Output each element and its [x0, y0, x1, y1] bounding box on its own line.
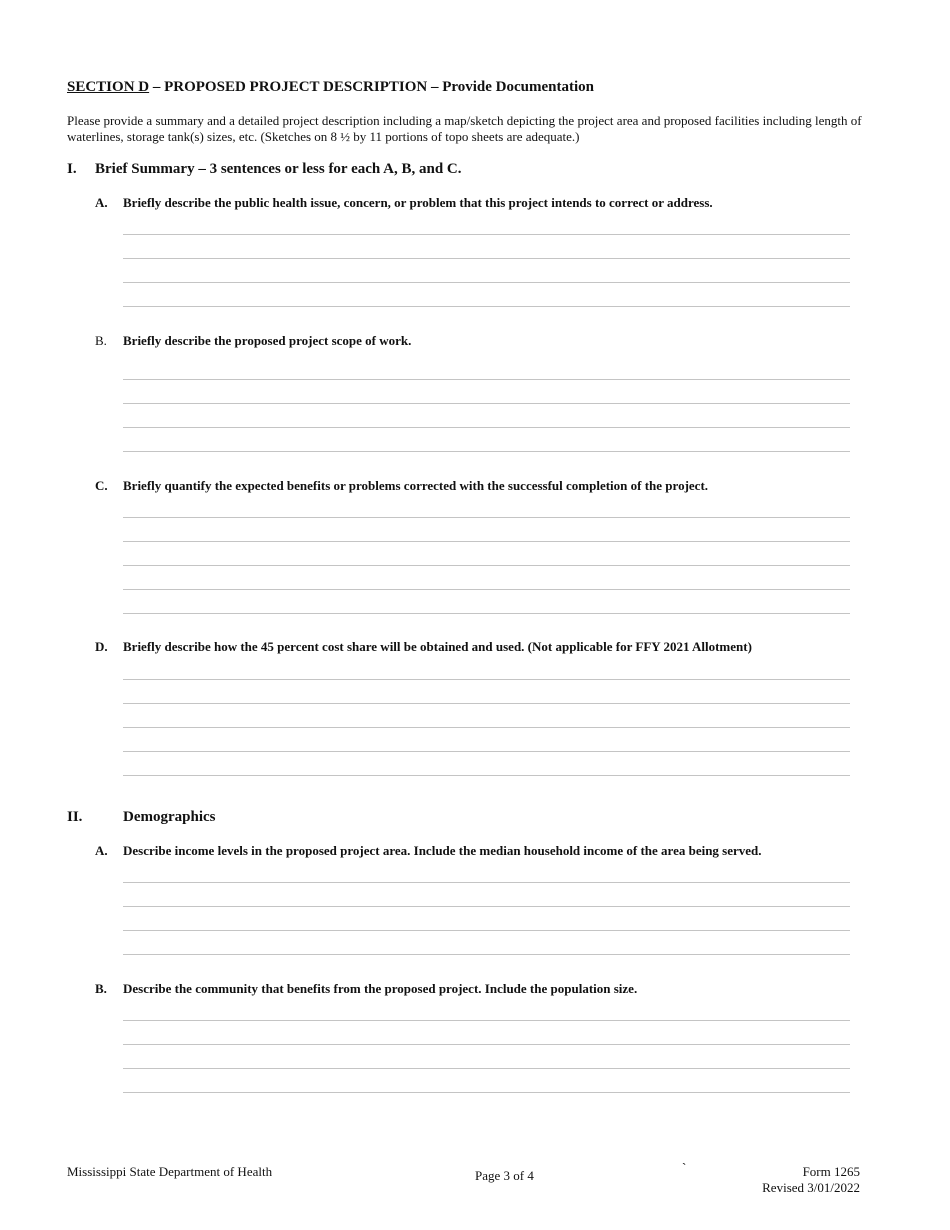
section-title: [67, 79, 594, 96]
answer-line[interactable]: [123, 613, 850, 614]
question-1d: [95, 639, 875, 657]
question-2b: [95, 981, 875, 999]
answer-line[interactable]: [123, 589, 850, 590]
answer-line[interactable]: [123, 541, 850, 542]
question-letter: A.: [95, 843, 108, 858]
section-intro: Please provide a summary and a detailed project description including a map/sketch depicting the project area and proposed facilities including length of waterlines, storage tank(s) sizes, etc. (Sketches on 8 ½ by 11 portions of topo sheets are adequate.): [67, 113, 862, 144]
part1-heading: [67, 161, 867, 181]
question-1c: [95, 478, 875, 496]
answer-line[interactable]: [123, 954, 850, 955]
question-text: Describe income levels in the proposed project area. Include the median household income of the area being served.: [123, 843, 762, 858]
question-letter: B.: [95, 981, 107, 996]
question-2a: [95, 843, 875, 861]
answer-line[interactable]: [123, 1068, 850, 1069]
question-letter: D.: [95, 639, 108, 654]
answer-line[interactable]: [123, 258, 850, 259]
part2-title: Demographics: [123, 809, 216, 825]
answer-line[interactable]: [123, 403, 850, 404]
answer-line[interactable]: [123, 565, 850, 566]
answer-line[interactable]: [123, 1044, 850, 1045]
footer-page-number: Page 3 of 4: [475, 1168, 534, 1183]
question-text: Briefly describe the proposed project scope of work.: [123, 333, 412, 348]
answer-line[interactable]: [123, 234, 850, 235]
answer-line[interactable]: [123, 1020, 850, 1021]
answer-line[interactable]: [123, 451, 850, 452]
question-1a: [95, 195, 875, 213]
answer-line[interactable]: [123, 306, 850, 307]
answer-line[interactable]: [123, 751, 850, 752]
part2-numeral: II.: [67, 809, 83, 825]
question-text: Briefly describe how the 45 percent cost share will be obtained and used. (Not applicable for FFY 2021 Allotment): [123, 639, 752, 654]
question-letter: B.: [95, 333, 107, 348]
footer-revised-date: Revised 3/01/2022: [762, 1180, 860, 1195]
question-1b: [95, 333, 875, 351]
answer-line[interactable]: [123, 379, 850, 380]
footer-form-number: Form 1265: [802, 1164, 860, 1179]
section-title-rest: – PROPOSED PROJECT DESCRIPTION – Provide Documentation: [149, 79, 594, 95]
answer-line[interactable]: [123, 679, 850, 680]
answer-line[interactable]: [123, 882, 850, 883]
question-letter: A.: [95, 195, 108, 210]
answer-line[interactable]: [123, 727, 850, 728]
footer-tick: `: [682, 1160, 687, 1175]
footer-agency: Mississippi State Department of Health: [67, 1164, 273, 1179]
part1-numeral: I.: [67, 161, 77, 177]
answer-line[interactable]: [123, 517, 850, 518]
question-text: Describe the community that benefits from the proposed project. Include the population size.: [123, 981, 638, 996]
answer-line[interactable]: [123, 427, 850, 428]
section-label: SECTION D: [67, 79, 150, 95]
question-letter: C.: [95, 478, 108, 493]
answer-line[interactable]: [123, 703, 850, 704]
answer-line[interactable]: [123, 930, 850, 931]
answer-line[interactable]: [123, 1092, 850, 1093]
part1-title: Brief Summary – 3 sentences or less for each A, B, and C.: [95, 161, 462, 177]
part2-heading: [67, 809, 867, 829]
question-text: Briefly quantify the expected benefits or problems corrected with the successful completion of the project.: [123, 478, 709, 493]
question-text: Briefly describe the public health issue, concern, or problem that this project intends to correct or address.: [123, 195, 713, 210]
answer-line[interactable]: [123, 282, 850, 283]
answer-line[interactable]: [123, 775, 850, 776]
answer-line[interactable]: [123, 906, 850, 907]
